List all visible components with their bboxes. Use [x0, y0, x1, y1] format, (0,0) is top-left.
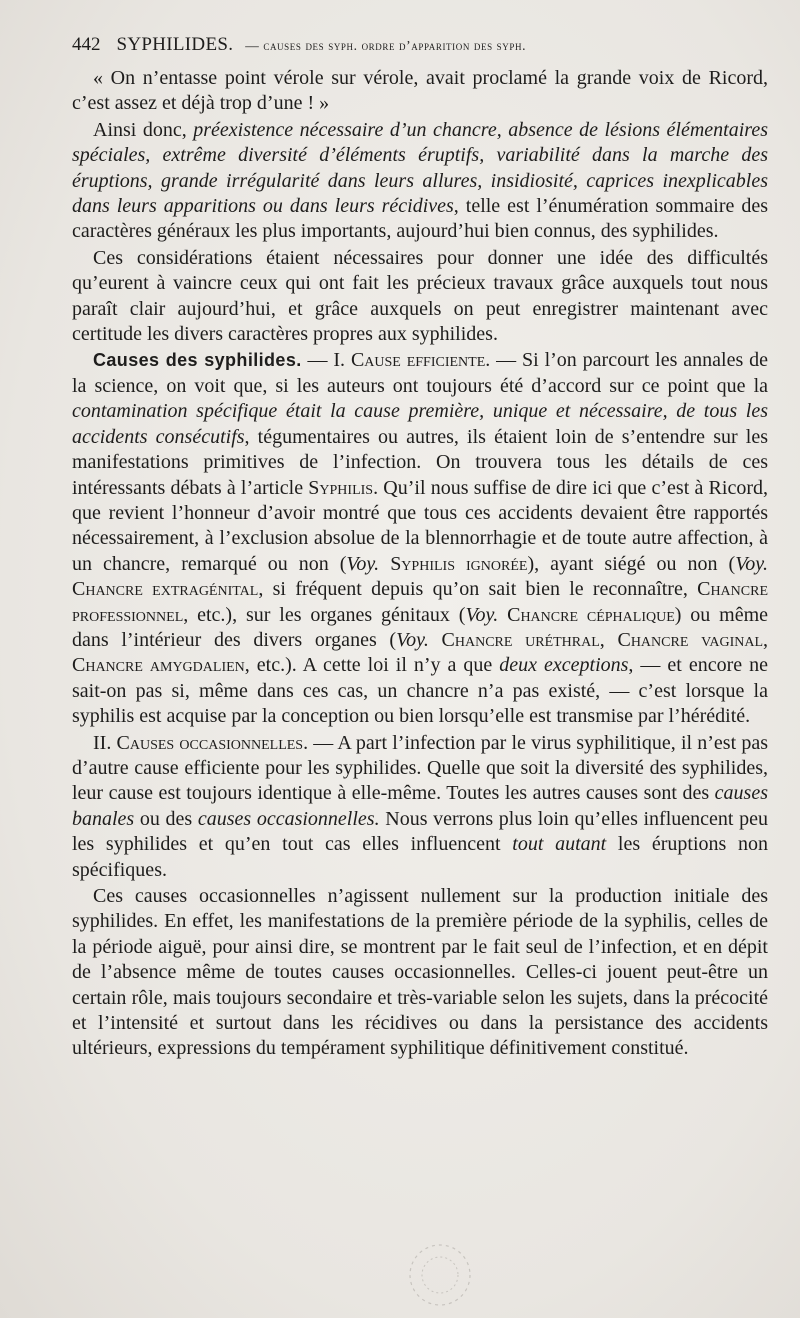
small-caps-run: Syphilis ignorée	[390, 552, 528, 575]
section-heading: Causes des syphilides.	[93, 350, 302, 371]
italic-run: causes occasionnelles.	[197, 807, 380, 830]
page-number: 442	[72, 34, 101, 55]
small-caps-run: Chancre amygdalien	[72, 654, 245, 677]
small-caps-run: Syphilis	[308, 476, 374, 499]
small-caps-run: Chancre professionnel	[72, 578, 769, 626]
small-caps-run: Chancre extragénital	[72, 578, 259, 601]
italic-run: contamination spécifique était la cause première, unique et nécessaire, de tous les accidents consécutifs	[72, 400, 768, 448]
italic-run: préexistence nécessaire d’un chancre, absence de lésions élémentaires spéciales, extrême diversité d’éléments éruptifs, variabilité dans la marche des éruptions, grande irrégularité dans leurs allures, insidiosité, caprices inexplicables dans leurs apparitions ou dans leurs récidives	[72, 118, 768, 218]
paragraph-considerations: Ces considérations étaient nécessaires pour donner une idée des difficultés qu’eurent à vaincre ceux qui ont fait les précieux travaux grâce auxquels tout nous paraît clair aujourd’hui, et grâce auxquels on peut enregistrer maintenant avec certitude les divers caractères propres aux syphilides.	[72, 246, 768, 346]
small-caps-run: Chancre céphalique	[507, 603, 675, 626]
paragraph-production-initiale: Ces causes occasionnelles n’agissent nullement sur la production initiale des syphilides. En effet, les manifestations de la première période de la syphilis, celles de la période aiguë, pour ainsi dire, se montrent par le fait seul de l’infection, et en dépit de l’absence même de toutes causes occasionnelles. Celles-ci jouent peut-être un certain rôle, mais toujours secondaire et très-variable selon les sujets, dans la précocité et l’intensité et surtout dans les récidives ou dans la persistance des accidents ultérieurs, expressions du tempérament syphilitique définitivement constitué.	[72, 885, 768, 1060]
library-stamp-mark	[405, 1240, 475, 1310]
italic-run: tout autant	[512, 833, 607, 856]
paragraph-cause-efficiente: Causes des syphilides. — I. Cause efficiente. — Si l’on parcourt les annales de la science, on voit que, si les auteurs ont toujours été d’accord sur ce point que la contamination spécifique était la cause première, unique et nécessaire, de tous les accidents consécutifs, tégumentaires ou autres, ils étaient loin de s’entendre sur les manifestations primitives de l’infection. On trouvera tous les détails de ces intéressants débats à l’article Syphilis. Qu’il nous suffise de dire ici que c’est à Ricord, que revient l’honneur d’avoir montré que tous ces accidents devaient être rapportés nécessairement, à l’exclusion absolue de la blennorrhagie et de toute autre affection, à un chancre, remarqué ou non (Voy. Syphilis ignorée), ayant siégé ou non (Voy. Chancre extragénital, si fréquent depuis qu’on sait bien le reconnaître, Chancre professionnel, etc.), sur les organes génitaux (Voy. Chancre céphalique) ou même dans l’intérieur des divers organes (Voy. Chancre uréthral, Chancre vaginal, Chancre amygdalien, etc.). A cette loi il n’y a que deux exceptions, — et encore ne sait-on pas si, même dans ces cas, un chancre n’a pas existé, — c’est lorsque la syphilis est acquise par la conception ou bien lorsqu’elle est transmise par l’hérédité.	[72, 349, 769, 728]
header-title: SYPHILIDES.	[116, 34, 234, 55]
running-header	[72, 34, 768, 56]
italic-run: deux exceptions	[499, 654, 629, 677]
italic-run: Voy.	[465, 603, 499, 626]
header-subtitle: — causes des syph. ordre d’apparition des syph.	[245, 38, 527, 53]
paragraph-summary: Ainsi donc, préexistence nécessaire d’un chancre, absence de lésions élémentaires spéciales, extrême diversité d’éléments éruptifs, variabilité dans la marche des éruptions, grande irrégularité dans leurs allures, insidiosité, caprices inexplicables dans leurs apparitions ou dans leurs récidives, telle est l’énumération sommaire des caractères généraux les plus importants, aujourd’hui bien connus, des syphilides.	[72, 118, 768, 243]
small-caps-run: Chancre uréthral	[441, 628, 600, 651]
italic-run: Voy.	[735, 552, 768, 575]
italic-run: Voy.	[346, 552, 380, 575]
italic-run: causes banales	[72, 782, 768, 830]
paragraph-causes-occasionnelles: II. Causes occasionnelles. — A part l’infection par le virus syphilitique, il n’est pas d’autre cause efficiente pour les syphilides. Quelle que soit la diversité des syphilides, leur cause est toujours identique à elle-même. Toutes les autres causes sont des causes banales ou des causes occasionnelles. Nous verrons plus loin qu’elles influencent peu les syphilides et qu’en tout cas elles influencent tout autant les éruptions non spécifiques.	[72, 731, 769, 881]
small-caps-run: Chancre vaginal	[617, 628, 764, 651]
body-text	[72, 66, 768, 1062]
small-caps-run: Cause efficiente.	[350, 349, 491, 372]
small-caps-run: Causes occasionnelles.	[116, 731, 309, 754]
paragraph-quote: « On n’entasse point vérole sur vérole, avait proclamé la grande voix de Ricord, c’est assez et déjà trop d’une ! »	[72, 67, 768, 115]
italic-run: Voy.	[396, 628, 429, 651]
